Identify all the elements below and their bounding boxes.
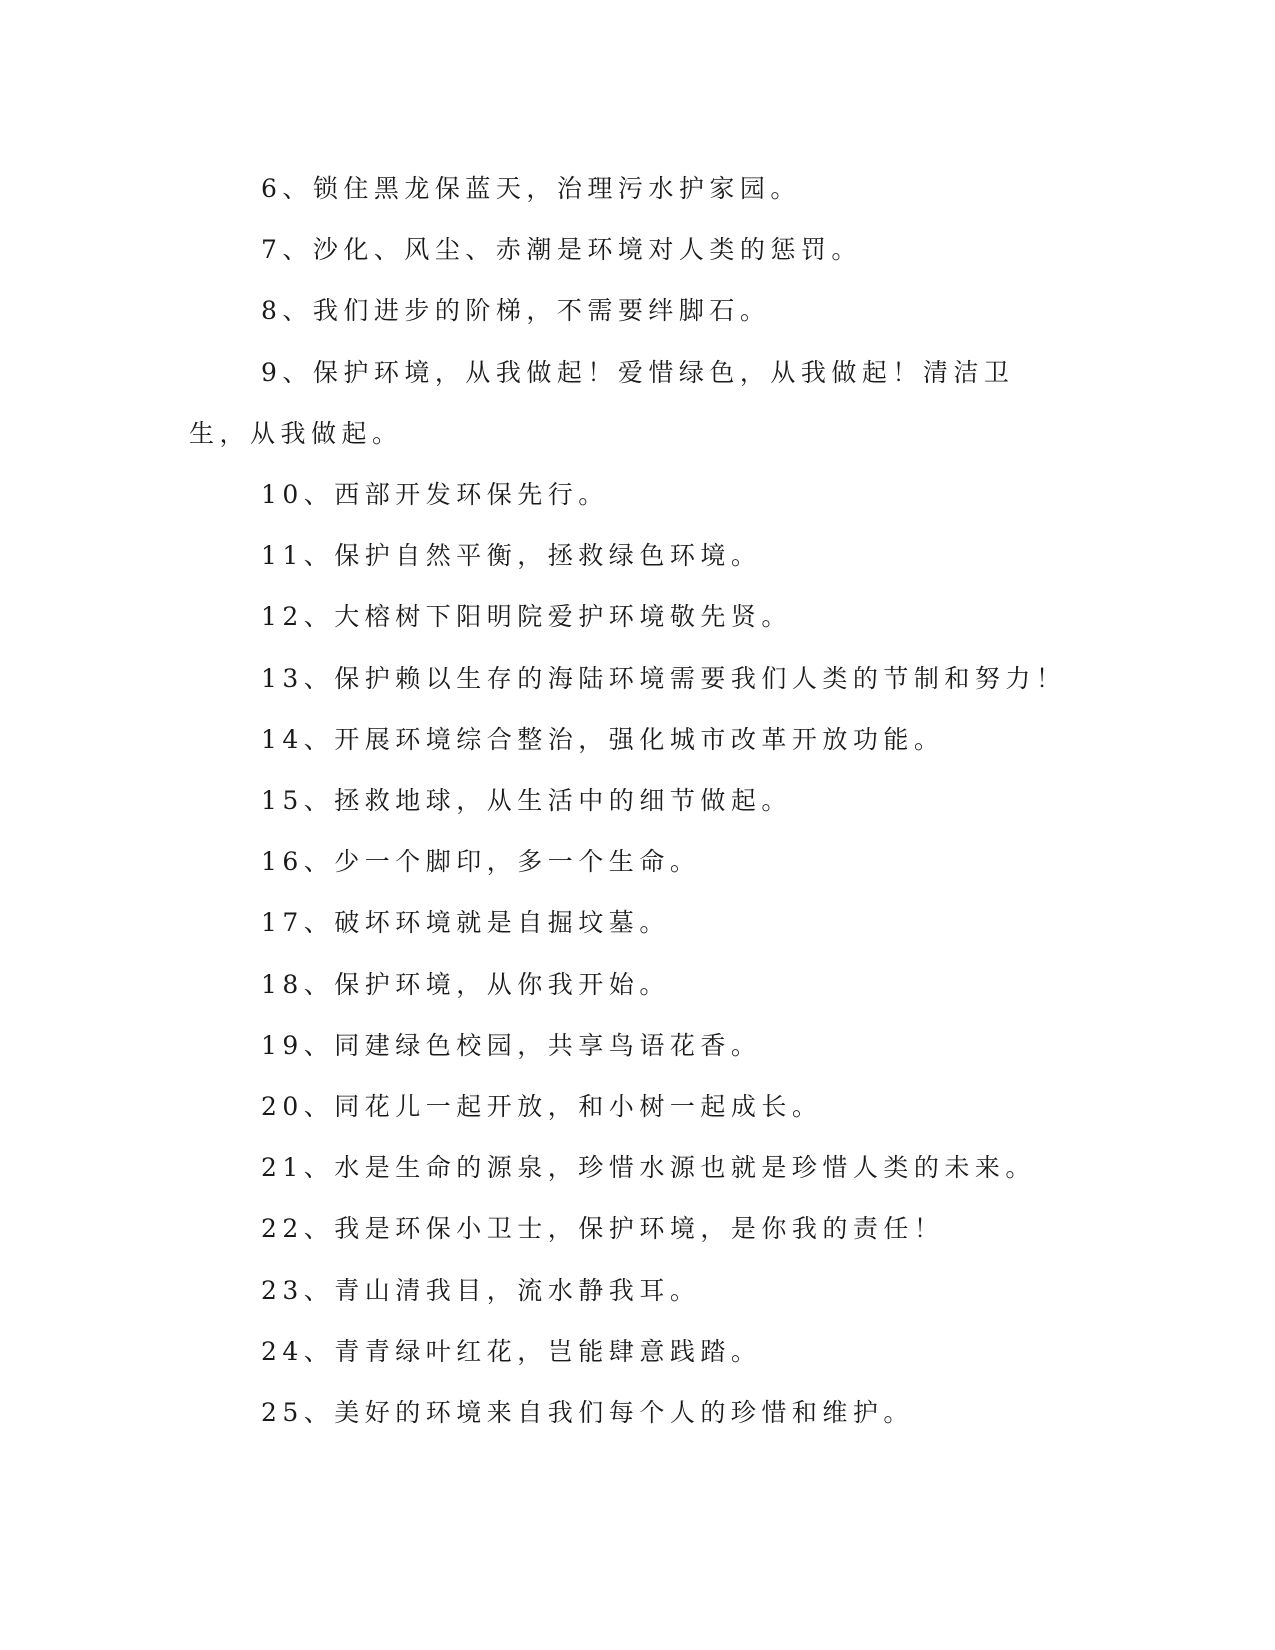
slogan-item-19: 19、同建绿色校园，共享鸟语花香。 — [261, 1030, 762, 1060]
slogan-item-16: 16、少一个脚印，多一个生命。 — [261, 847, 701, 877]
slogan-item-23: 23、青山清我目，流水静我耳。 — [261, 1275, 701, 1305]
slogan-item-15: 15、拯救地球，从生活中的细节做起。 — [261, 786, 792, 816]
slogan-item-20: 20、同花儿一起开放，和小树一起成长。 — [261, 1092, 823, 1122]
slogan-item-21: 21、水是生命的源泉，珍惜水源也就是珍惜人类的未来。 — [261, 1153, 1036, 1183]
slogan-item-12: 12、大榕树下阳明院爱护环境敬先贤。 — [261, 602, 792, 632]
slogan-item-7: 7、沙化、风尘、赤潮是环境对人类的惩罚。 — [261, 235, 862, 265]
slogan-item-6: 6、锁住黑龙保蓝天，治理污水护家园。 — [261, 174, 801, 203]
slogan-item-10: 10、西部开发环保先行。 — [261, 480, 609, 510]
slogan-item-8: 8、我们进步的阶梯，不需要绊脚石。 — [261, 296, 771, 326]
slogan-item-14: 14、开展环境综合整治，强化城市改革开放功能。 — [261, 724, 945, 754]
slogan-item-24: 24、青青绿叶红花，岂能肆意践踏。 — [261, 1336, 762, 1366]
slogan-item-18: 18、保护环境，从你我开始。 — [261, 969, 670, 999]
slogan-item-22: 22、我是环保小卫士，保护环境，是你我的责任！ — [261, 1214, 945, 1244]
slogan-list — [189, 158, 1069, 1443]
slogan-item-9: 9、保护环境，从我做起！爱惜绿色，从我做起！清洁卫生，从我做起。 — [189, 357, 1015, 448]
slogan-item-13: 13、保护赖以生存的海陆环境需要我们人类的节制和努力！ — [261, 663, 1067, 693]
slogan-item-25: 25、美好的环境来自我们每个人的珍惜和维护。 — [261, 1398, 914, 1428]
slogan-item-17: 17、破坏环境就是自掘坟墓。 — [261, 908, 670, 938]
slogan-item-11: 11、保护自然平衡，拯救绿色环境。 — [261, 541, 762, 571]
